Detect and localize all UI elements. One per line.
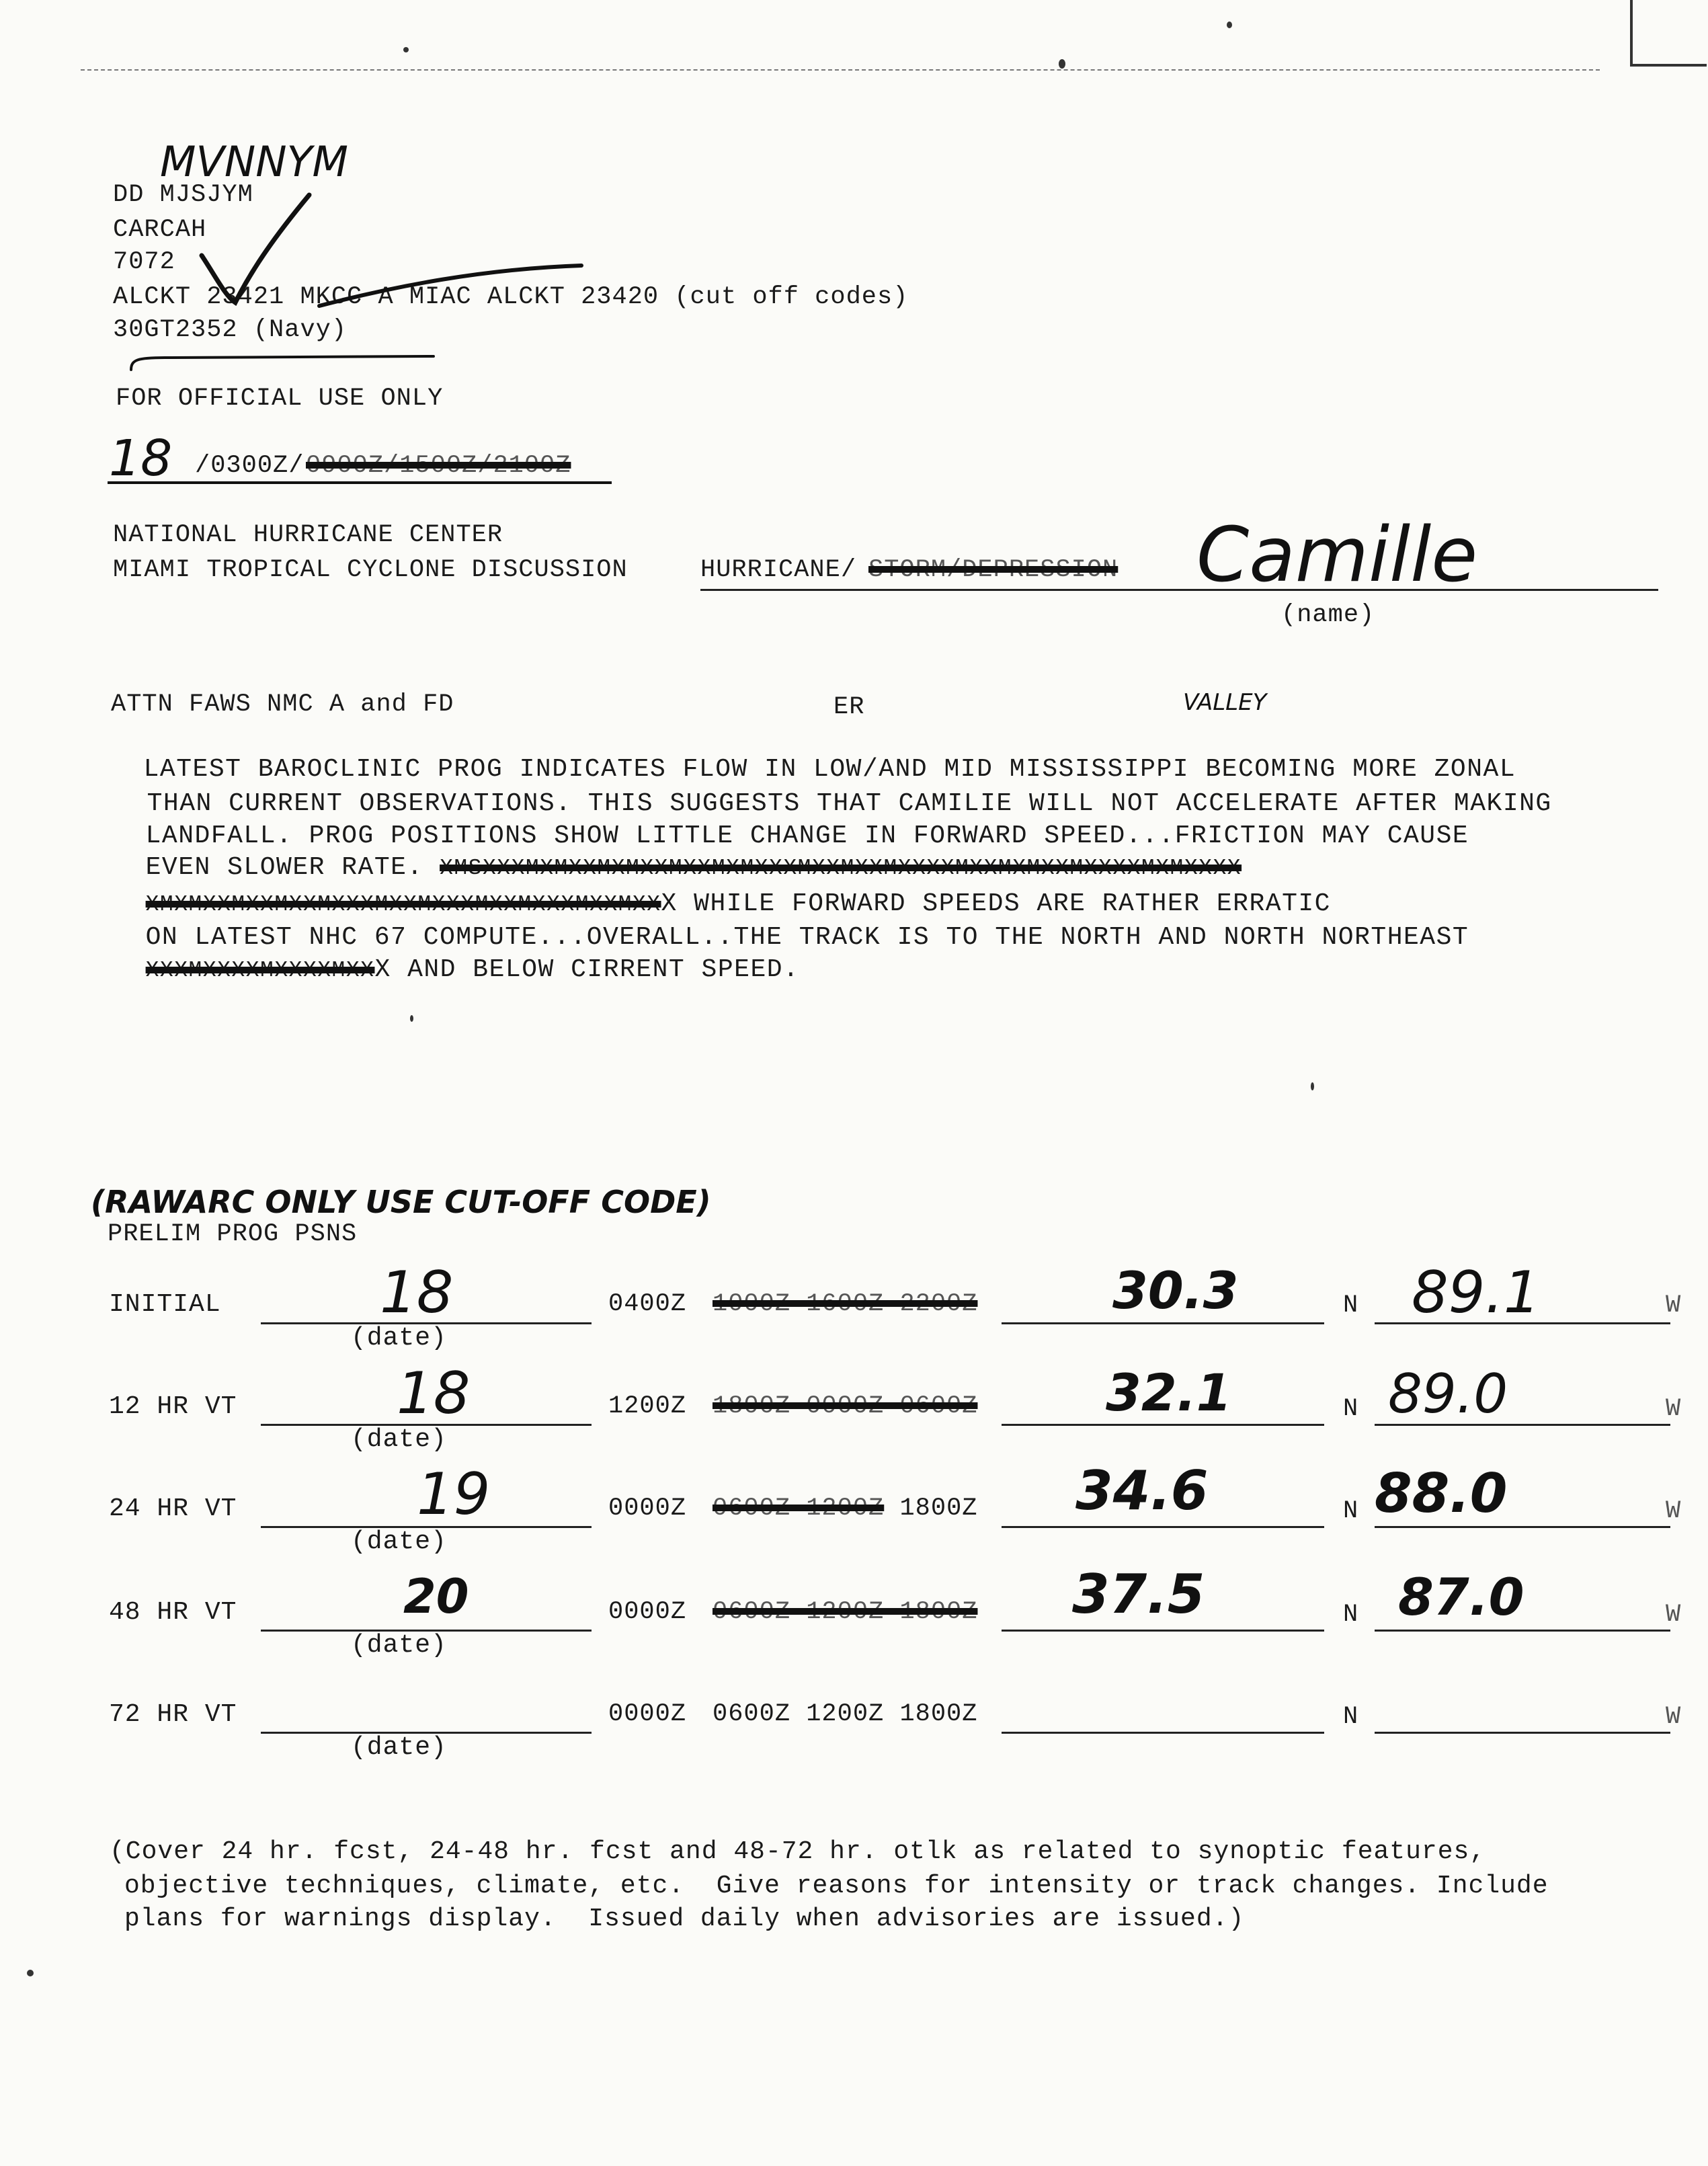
discussion-line: LANDFALL. PROG POSITIONS SHOW LITTLE CHANGE IN FORWARD SPEED...FRICTION MAY CAUSE bbox=[145, 821, 1469, 850]
struck-text: XMXMXXMXXMXXMXXXMXXMXXXMXXMXXXMXXMXX bbox=[145, 892, 661, 917]
issue-time-printed: /0300Z/ bbox=[195, 452, 304, 480]
row-label-72hr: 72 HR VT bbox=[109, 1700, 237, 1729]
lon-field-line bbox=[1375, 1526, 1670, 1528]
valley-note: VALLEY bbox=[1183, 689, 1267, 716]
storm-name: Camille bbox=[1196, 512, 1478, 599]
discussion-line: ON LATEST NHC 67 COMPUTE...OVERALL..THE TRACK IS TO THE NORTH AND NORTH NORTHEAST bbox=[145, 923, 1469, 952]
row-struck-times: 1000Z 1600Z 2200Z bbox=[713, 1290, 978, 1318]
row-times bbox=[713, 1496, 977, 1521]
lat-field-line bbox=[1002, 1630, 1324, 1632]
scan-speck bbox=[1311, 1082, 1314, 1090]
lat-field-line bbox=[1002, 1732, 1324, 1734]
lon-value: 87.0 bbox=[1398, 1567, 1524, 1627]
lat-value: 30.3 bbox=[1112, 1260, 1239, 1320]
discussion-line: THAN CURRENT OBSERVATIONS. THIS SUGGESTS THAT CAMILIE WILL NOT ACCELERATE AFTER MAKING bbox=[147, 789, 1552, 818]
check-mark-icon bbox=[188, 182, 316, 316]
struck-text: XXXMXXXXMXXXXMXX bbox=[145, 958, 375, 983]
discussion-line: XXXMXXXXMXXXXMXXX AND BELOW CIRRENT SPEED. bbox=[145, 955, 800, 984]
footer-note-line: (Cover 24 hr. fcst, 24-48 hr. fcst and 48-72 hr. otlk as related to synoptic features, bbox=[110, 1837, 1486, 1866]
date-caption: (date) bbox=[351, 1324, 447, 1353]
name-caption: (name) bbox=[1281, 601, 1375, 629]
date-caption: (date) bbox=[351, 1425, 447, 1454]
discussion-label: MIAMI TROPICAL CYCLONE DISCUSSION bbox=[113, 556, 628, 584]
lon-suffix: W bbox=[1666, 1395, 1682, 1423]
header-line-5: 30GT2352 (Navy) bbox=[113, 316, 348, 344]
footer-note-line: plans for warnings display. Issued daily when advisories are issued.) bbox=[124, 1904, 1245, 1933]
row-time: 1200Z bbox=[608, 1392, 687, 1420]
date-value: 20 bbox=[403, 1569, 469, 1624]
issue-time-underline bbox=[108, 481, 612, 484]
discussion-line: EVEN SLOWER RATE. XMSXXXMXMXXMXMXXMXXMXMXXXMXXMXXMXXXXMXXMXMXXMXXXXMXMXXXX bbox=[145, 853, 1242, 882]
discussion-line: LATEST BAROCLINIC PROG INDICATES FLOW IN LOW/AND MID MISSISSIPPI BECOMING MORE ZONAL bbox=[143, 755, 1516, 784]
row-rest-times: 1800Z bbox=[884, 1494, 978, 1523]
handwritten-issue-date: 18 bbox=[109, 430, 173, 487]
date-caption: (date) bbox=[351, 1733, 447, 1762]
row-struck-times: 0600Z 1200Z 1800Z bbox=[713, 1598, 978, 1626]
header-line-4: ALCKT 23421 MKCC A MIAC ALCKT 23420 (cut off codes) bbox=[113, 283, 909, 311]
lat-value: 32.1 bbox=[1106, 1363, 1232, 1422]
corner-bracket bbox=[1630, 0, 1707, 67]
struck-text: XMSXXXMXMXXMXMXXMXXMXMXXXMXXMXXMXXXXMXXMXMXXMXXXXMXMXXXX bbox=[440, 856, 1242, 881]
row-label-initial: INITIAL bbox=[109, 1290, 221, 1319]
lat-suffix: N bbox=[1343, 1703, 1359, 1731]
storm-type-underline bbox=[700, 589, 1658, 591]
row-label-24hr: 24 HR VT bbox=[109, 1494, 237, 1523]
date-caption: (date) bbox=[351, 1631, 447, 1660]
handwritten-top-note: MVNNYM bbox=[160, 137, 349, 186]
lat-suffix: N bbox=[1343, 1497, 1359, 1525]
lat-field-line bbox=[1002, 1322, 1324, 1324]
row-rest-times: 0600Z 1200Z 1800Z bbox=[713, 1700, 978, 1728]
storm-type-kept: HURRICANE/ bbox=[700, 556, 857, 584]
date-value: 18 bbox=[380, 1259, 454, 1326]
lon-field-line bbox=[1375, 1732, 1670, 1734]
scan-speck bbox=[1059, 59, 1065, 69]
lon-value: 88.0 bbox=[1375, 1462, 1508, 1525]
lat-value: 37.5 bbox=[1072, 1563, 1205, 1626]
lon-suffix: W bbox=[1666, 1497, 1682, 1525]
lat-suffix: N bbox=[1343, 1291, 1359, 1320]
scan-speck bbox=[27, 1970, 34, 1976]
row-time: 0000Z bbox=[608, 1494, 687, 1523]
date-caption: (date) bbox=[351, 1527, 447, 1556]
handwritten-strike bbox=[316, 259, 585, 313]
row-time: 0000Z bbox=[608, 1700, 687, 1728]
footer-note-line: objective techniques, climate, etc. Give reasons for intensity or track changes. Include bbox=[124, 1872, 1549, 1900]
center-name: NATIONAL HURRICANE CENTER bbox=[113, 521, 503, 549]
scan-speck bbox=[410, 1015, 413, 1022]
lon-value: 89.1 bbox=[1412, 1259, 1541, 1326]
lat-field-line bbox=[1002, 1424, 1324, 1426]
lat-suffix: N bbox=[1343, 1601, 1359, 1629]
lat-value: 34.6 bbox=[1075, 1459, 1209, 1522]
scan-speck bbox=[403, 47, 409, 52]
scan-speck bbox=[1227, 22, 1232, 28]
discussion-line: XMXMXXMXXMXXMXXXMXXMXXXMXXMXXXMXXMXXX WHILE FORWARD SPEEDS ARE RATHER ERRATIC bbox=[145, 889, 1331, 918]
date-value: 18 bbox=[397, 1360, 471, 1427]
row-struck-times: 1800Z 0000Z 0600Z bbox=[713, 1392, 978, 1420]
rawarc-note: (RAWARC ONLY USE CUT-OFF CODE) bbox=[91, 1184, 711, 1220]
issue-time-struck: 0900Z/1500Z/2100Z bbox=[306, 452, 571, 480]
lon-field-line bbox=[1375, 1630, 1670, 1632]
lon-suffix: W bbox=[1666, 1703, 1682, 1731]
header-line-3: 7072 bbox=[113, 248, 175, 276]
attn-line: ATTN FAWS NMC A and FD bbox=[111, 690, 454, 719]
er-note: ER bbox=[833, 693, 865, 721]
lat-field-line bbox=[1002, 1526, 1324, 1528]
handwritten-underline bbox=[124, 350, 440, 376]
row-struck-times: 0600Z 1200Z bbox=[713, 1494, 885, 1523]
row-time: 0400Z bbox=[608, 1290, 687, 1318]
lon-suffix: W bbox=[1666, 1601, 1682, 1629]
row-label-48hr: 48 HR VT bbox=[109, 1598, 237, 1627]
storm-type-struck: STORM/DEPRESSION bbox=[868, 556, 1119, 584]
prelim-label: PRELIM PROG PSNS bbox=[108, 1220, 358, 1248]
lon-value: 89.0 bbox=[1388, 1363, 1508, 1425]
date-value: 19 bbox=[417, 1461, 491, 1528]
header-line-1: DD MJSJYM bbox=[113, 181, 253, 209]
lon-suffix: W bbox=[1666, 1291, 1682, 1320]
row-time: 0000Z bbox=[608, 1598, 687, 1626]
top-edge-line bbox=[81, 69, 1600, 71]
official-use-label: FOR OFFICIAL USE ONLY bbox=[116, 385, 444, 413]
lat-suffix: N bbox=[1343, 1395, 1359, 1423]
row-label-12hr: 12 HR VT bbox=[109, 1392, 237, 1421]
header-line-2: CARCAH bbox=[113, 216, 207, 244]
